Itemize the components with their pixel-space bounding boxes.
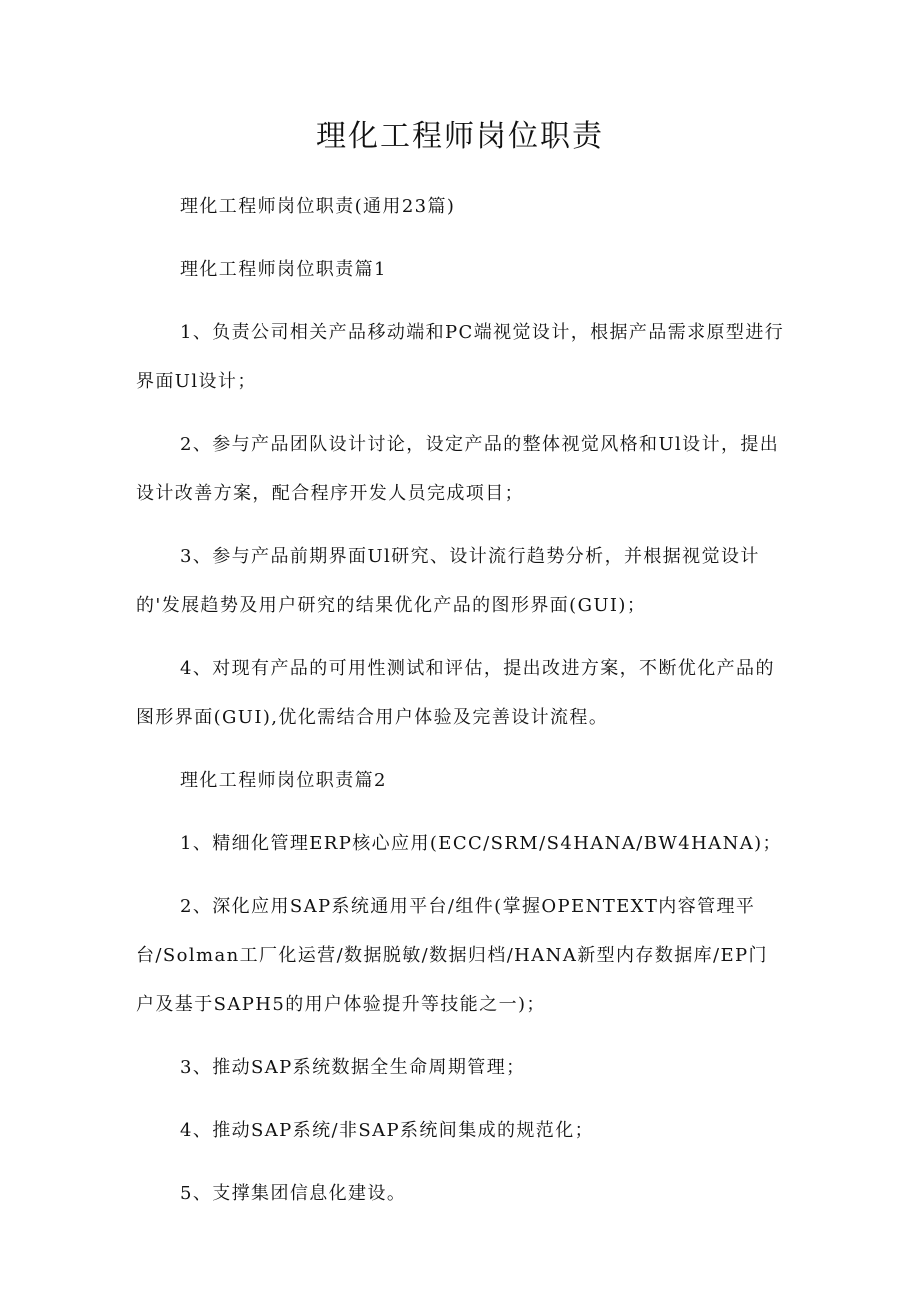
paragraph: 3、参与产品前期界面Ul研究、设计流行趋势分析，并根据视觉设计的'发展趋势及用户研究的结果优化产品的图形界面(GUI)； xyxy=(136,546,760,616)
paragraph: 2、参与产品团队设计讨论，设定产品的整体视觉风格和Ul设计，提出设计改善方案，配合程序开发人员完成项目； xyxy=(136,434,780,504)
paragraph: 5、支撑集团信息化建设。 xyxy=(180,1183,407,1204)
document-subtitle: 理化工程师岗位职责(通用23篇) xyxy=(180,196,456,217)
paragraph: 4、推动SAP系统/非SAP系统间集成的规范化； xyxy=(180,1120,594,1141)
paragraph: 4、对现有产品的可用性测试和评估，提出改进方案，不断优化产品的图形界面(GUI),优化需结合用户体验及完善设计流程。 xyxy=(136,658,775,728)
paragraph: 1、精细化管理ERP核心应用(ECC/SRM/S4HANA/BW4HANA)； xyxy=(180,833,782,854)
section-heading: 理化工程师岗位职责篇1 xyxy=(180,259,387,280)
paragraph: 2、深化应用SAP系统通用平台/组件(掌握OPENTEXT内容管理平台/Solman工厂化运营/数据脱敏/数据归档/HANA新型内存数据库/EP门户及基于SAPH5的用户体验提升等技能之一)； xyxy=(136,896,768,1015)
document-title: 理化工程师岗位职责 xyxy=(316,119,604,154)
paragraph: 1、负责公司相关产品移动端和PC端视觉设计，根据产品需求原型进行界面Ul设计； xyxy=(136,322,785,392)
paragraph: 3、推动SAP系统数据全生命周期管理； xyxy=(180,1057,526,1078)
section-heading: 理化工程师岗位职责篇2 xyxy=(180,770,387,791)
document-body xyxy=(136,182,786,1218)
